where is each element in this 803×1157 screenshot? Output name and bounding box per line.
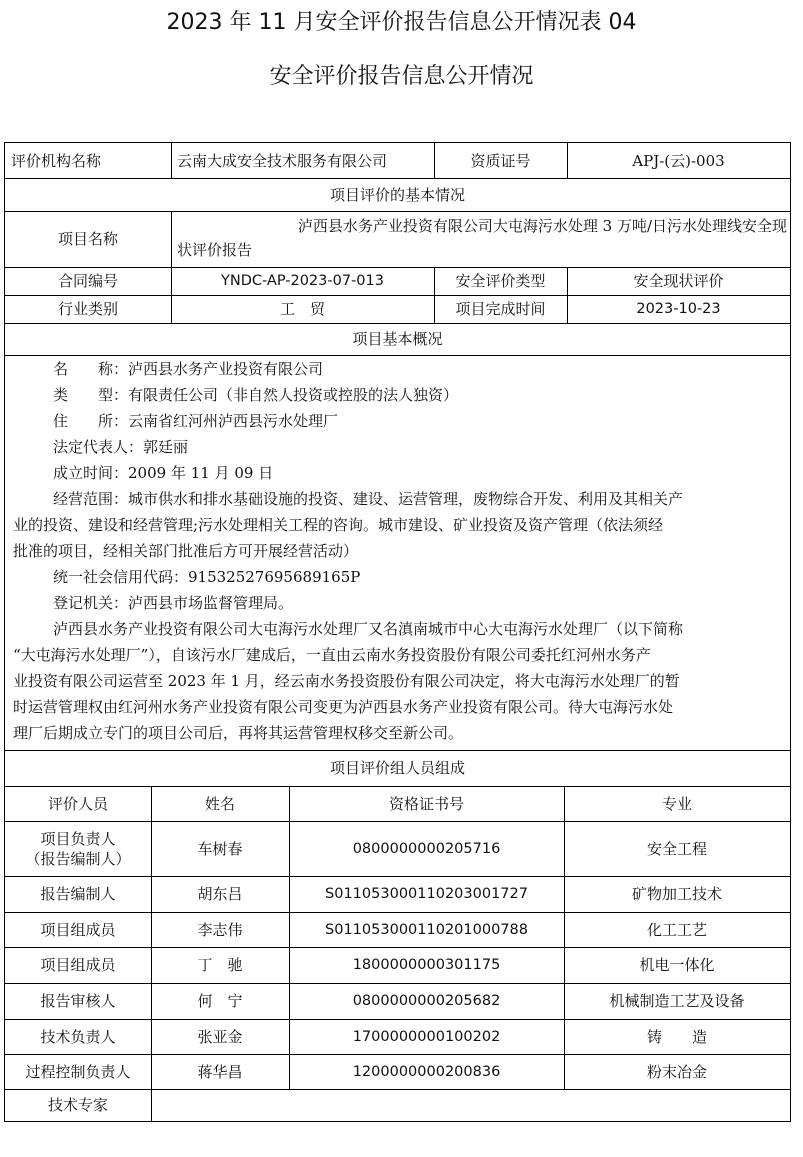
team-row-major: 机电一体化 (639, 956, 715, 974)
description-line2: “大屯海污水处理厂”），自该污水厂建成后，一直由云南水务投资股份有限公司委托红河州水务产 (13, 646, 651, 664)
team-row-cert: 1200000000200836 (352, 1063, 501, 1080)
finish-date-value: 2023-10-23 (636, 301, 721, 317)
org-value: 云南大成安全技术服务有限公司 (177, 151, 388, 170)
team-row-major: 粉末冶金 (646, 1062, 707, 1081)
team-row-cert: 0800000000205682 (352, 993, 501, 1009)
team-row-cert: S011053000110201000788 (325, 921, 528, 938)
industry-label: 行业类别 (57, 300, 118, 318)
team-row-major: 化工工艺 (646, 920, 707, 939)
team-row-major: 机械制造工艺及设备 (609, 992, 745, 1010)
team-header-role: 评价人员 (47, 794, 108, 813)
registry-authority: 登记机关：泸西县市场监督管理局。 (53, 594, 294, 612)
team-row-role: 技术负责人 (40, 1027, 116, 1046)
team-row-name: 何 宁 (197, 992, 243, 1010)
credit-code: 统一社会信用代码：91532527695689165P (53, 568, 361, 586)
team-row-role (5, 821, 151, 876)
team-header-cert: 资格证书号 (388, 794, 464, 813)
team-row-cert: 1700000000100202 (352, 1028, 501, 1045)
team-header-name: 姓名 (204, 794, 235, 813)
overview-section-header: 项目基本概况 (352, 330, 443, 348)
team-row-major: 安全工程 (646, 839, 707, 858)
description-line4: 时运营管理权由红河州水务产业投资有限公司变更为泸西县水务产业投资有限公司。待大屯海污水处 (13, 698, 674, 716)
team-row-role: 项目组成员 (40, 920, 116, 939)
company-name: 名 称：泸西县水务产业投资有限公司 (53, 360, 324, 378)
eval-type-label: 安全评价类型 (455, 272, 546, 290)
team-row-cert: S011053000110203001727 (325, 886, 528, 902)
finish-date-label: 项目完成时间 (455, 300, 546, 318)
basic-section-header: 项目评价的基本情况 (329, 185, 465, 204)
business-scope-line3: 批准的项目，经相关部门批准后方可开展经营活动） (13, 542, 359, 560)
cert-label: 资质证号 (470, 151, 531, 170)
business-scope-line2: 业的投资、建设和经营管理;污水处理相关工程的咨询。城市建设、矿业投资及资产管理（依法须经 (13, 516, 664, 534)
contract-value: YNDC-AP-2023-07-013 (221, 273, 384, 289)
company-address: 住 所：云南省红河州泸西县污水处理厂 (53, 412, 339, 430)
document-subtitle: 安全评价报告信息公开情况 (269, 64, 534, 89)
team-section-header: 项目评价组人员组成 (329, 759, 465, 777)
legal-representative: 法定代表人：郭廷丽 (53, 438, 189, 456)
org-label: 评价机构名称 (11, 151, 102, 170)
project-name-value (177, 214, 787, 262)
project-name-line2: 状评价报告 (177, 241, 253, 259)
team-row-role: 报告审核人 (40, 992, 116, 1010)
project-name-line1: 泸西县水务产业投资有限公司大屯海污水处理 3 万吨/日污水处理线安全现 (297, 217, 787, 235)
team-row-name: 张亚金 (197, 1027, 243, 1046)
description-line5: 理厂后期成立专门的项目公司后，再将其运营管理权移交至新公司。 (13, 724, 464, 742)
team-header-major: 专业 (661, 794, 692, 813)
team-row-name: 丁 驰 (197, 956, 243, 974)
established-date: 成立时间：2009 年 11 月 09 日 (53, 464, 274, 482)
team-row-name: 车树春 (197, 839, 243, 858)
team-row-name: 蒋华昌 (197, 1062, 243, 1081)
contract-label: 合同编号 (57, 272, 118, 290)
industry-value: 工 贸 (279, 300, 325, 318)
info-table (4, 142, 791, 1122)
cert-value: APJ-(云)-003 (632, 151, 725, 170)
project-name-label: 项目名称 (57, 230, 118, 248)
team-row-cert: 1800000000301175 (352, 957, 501, 973)
company-type: 类 型：有限责任公司（非自然人投资或控股的法人独资） (53, 386, 459, 404)
expert-label: 技术专家 (47, 1096, 108, 1114)
description-line3: 业投资有限公司运营至 2023 年 1 月，经云南水务投资股份有限公司决定，将大屯海污水处理厂的暂 (13, 672, 680, 690)
team-row-name: 李志伟 (197, 920, 243, 939)
team-role-line1: 项目负责人 (40, 829, 116, 848)
team-row-major: 矿物加工技术 (631, 885, 722, 903)
document-title: 2023 年 11 月安全评价报告信息公开情况表 04 (166, 10, 637, 35)
team-row-role: 项目组成员 (40, 956, 116, 974)
description-line1: 泸西县水务产业投资有限公司大屯海污水处理厂又名滇南城市中心大屯海污水处理厂（以下简称 (53, 620, 684, 638)
team-row-major: 铸 造 (646, 1027, 707, 1046)
team-row-name: 胡东吕 (197, 885, 243, 903)
team-row-role: 报告编制人 (40, 885, 116, 903)
team-role-line2: （报告编制人） (25, 849, 131, 868)
expert-value (151, 1089, 790, 1121)
business-scope-line1: 经营范围：城市供水和排水基础设施的投资、建设、运营管理，废物综合开发、利用及其相关产 (53, 490, 684, 508)
team-row-cert: 0800000000205716 (352, 840, 501, 857)
team-row-role: 过程控制负责人 (25, 1062, 131, 1081)
eval-type-value: 安全现状评价 (633, 272, 724, 290)
